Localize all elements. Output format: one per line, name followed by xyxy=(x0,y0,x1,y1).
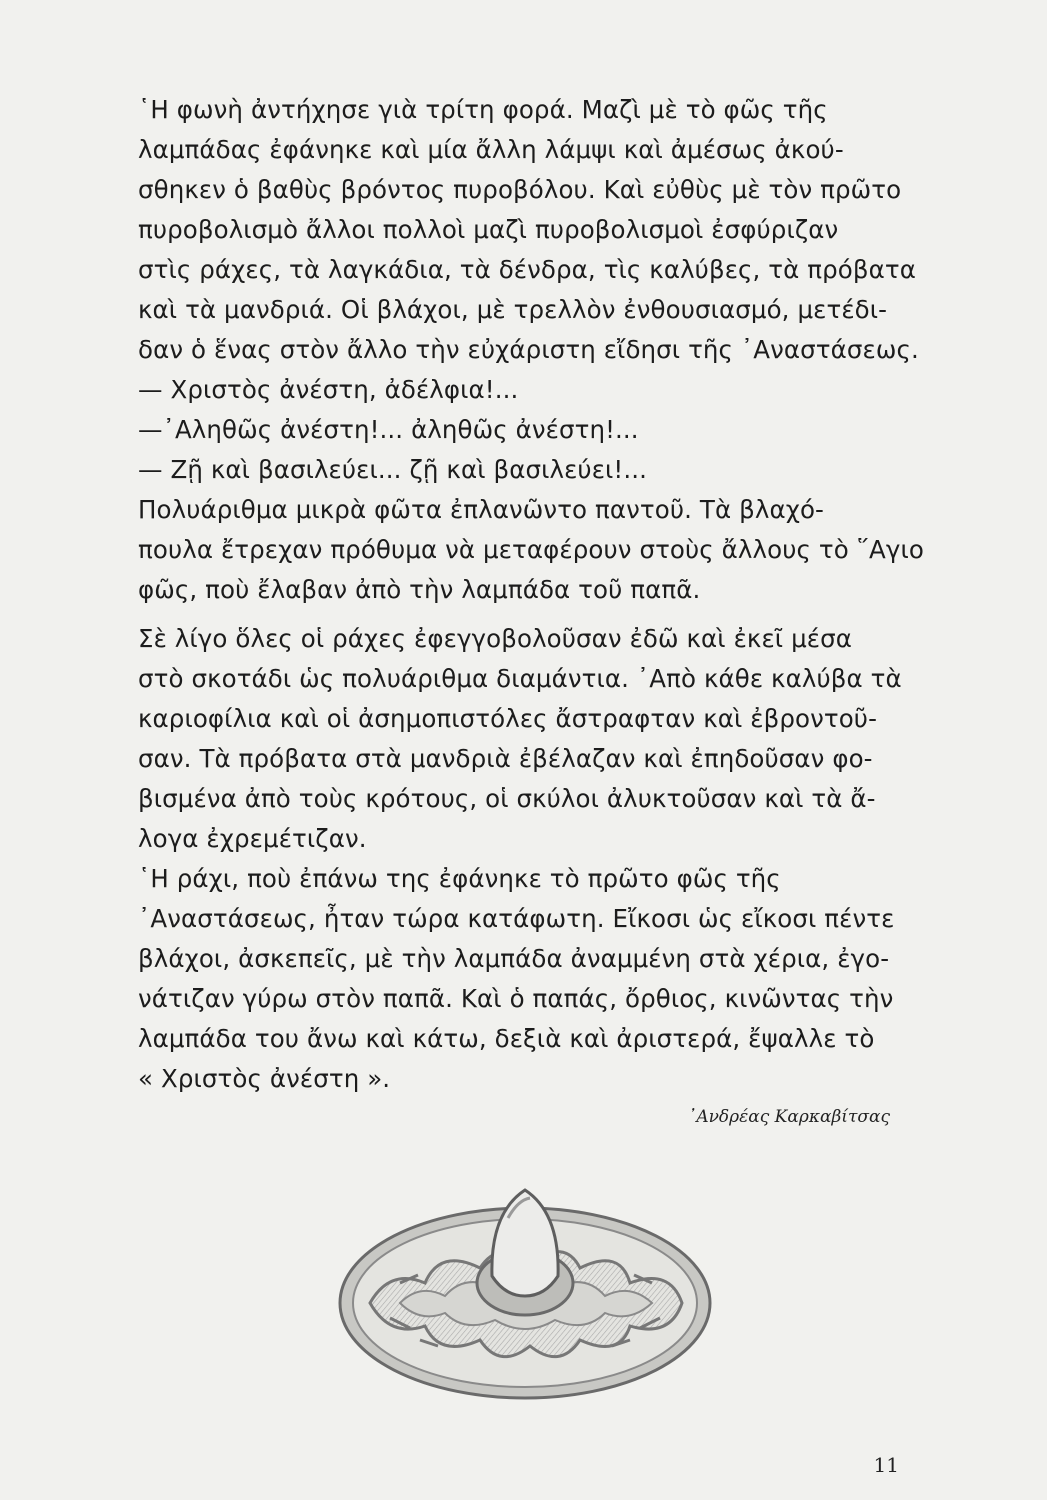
text-line: σθηκεν ὁ βαθὺς βρόντος πυροβόλου. Καὶ εὐθὺς μὲ τὸν πρῶτο xyxy=(138,175,902,204)
text-line: ῾Η ράχι, ποὺ ἐπάνω της ἐφάνηκε τὸ πρῶτο φῶς τῆς xyxy=(138,864,781,893)
page-number: 11 xyxy=(873,1453,899,1477)
dialogue-line: — Ζῇ καὶ βασιλεύει... ζῇ καὶ βασιλεύει!... xyxy=(138,455,648,484)
dialogue-line: — Χριστὸς ἀνέστη, ἀδέλφια!... xyxy=(138,375,519,404)
text-line: λαμπάδας ἐφάνηκε καὶ μία ἄλλη λάμψι καὶ ἀμέσως ἀκού- xyxy=(138,135,844,164)
easter-egg-ornament-icon xyxy=(330,1118,720,1408)
text-line: πυροβολισμὸ ἄλλοι πολλοὶ μαζὶ πυροβολισμοὶ ἐσφύριζαν xyxy=(138,215,839,244)
text-line: λογα ἐχρεμέτιζαν. xyxy=(138,824,367,853)
text-line: λαμπάδα του ἄνω καὶ κάτω, δεξιὰ καὶ ἀριστερά, ἔψαλλε τὸ xyxy=(138,1024,875,1053)
text-line: πουλα ἔτρεχαν πρόθυμα νὰ μεταφέρουν στοὺς ἄλλους τὸ ῞Αγιο xyxy=(138,535,924,564)
text-line: δαν ὁ ἕνας στὸν ἄλλο τὴν εὐχάριστη εἴδησι τῆς ᾿Αναστάσεως. xyxy=(138,335,919,364)
text-line: Σὲ λίγο ὅλες οἱ ράχες ἐφεγγοβολοῦσαν ἐδῶ καὶ ἐκεῖ μέσα xyxy=(138,624,852,653)
text-line: καὶ τὰ μανδριά. Οἱ βλάχοι, μὲ τρελλὸν ἐνθουσιασμό, μετέδι- xyxy=(138,295,888,324)
author-signature: ᾿Ανδρέας Καρκαβίτσας xyxy=(687,1107,890,1127)
text-line: νάτιζαν γύρω στὸν παπᾶ. Καὶ ὁ παπάς, ὄρθιος, κινῶντας τὴν xyxy=(138,984,894,1013)
text-line: στὸ σκοτάδι ὡς πολυάριθμα διαμάντια. ᾿Απὸ κάθε καλύβα τὰ xyxy=(138,664,902,693)
text-line: φῶς, ποὺ ἔλαβαν ἀπὸ τὴν λαμπάδα τοῦ παπᾶ. xyxy=(138,575,701,604)
text-line: ῾Η φωνὴ ἀντήχησε γιὰ τρίτη φορά. Μαζὶ μὲ τὸ φῶς τῆς xyxy=(138,95,828,124)
text-line: « Χριστὸς ἀνέστη ». xyxy=(138,1064,391,1093)
body-text xyxy=(138,90,924,1099)
dialogue-line: —᾿Αληθῶς ἀνέστη!... ἀληθῶς ἀνέστη!... xyxy=(138,415,639,444)
text-line: βισμένα ἀπὸ τοὺς κρότους, οἱ σκύλοι ἀλυκτοῦσαν καὶ τὰ ἄ- xyxy=(138,784,876,813)
text-line: ᾿Αναστάσεως, ἦταν τώρα κατάφωτη. Εἴκοσι ὡς εἴκοσι πέντε xyxy=(138,904,895,933)
text-line: στὶς ράχες, τὰ λαγκάδια, τὰ δένδρα, τὶς καλύβες, τὰ πρόβατα xyxy=(138,255,916,284)
text-line: βλάχοι, ἀσκεπεῖς, μὲ τὴν λαμπάδα ἀναμμένη στὰ χέρια, ἐγο- xyxy=(138,944,890,973)
text-line: σαν. Τὰ πρόβατα στὰ μανδριὰ ἐβέλαζαν καὶ ἐπηδοῦσαν φο- xyxy=(138,744,873,773)
text-line: καριοφίλια καὶ οἱ ἀσημοπιστόλες ἄστραφταν καὶ ἐβροντοῦ- xyxy=(138,704,878,733)
text-line: Πολυάριθμα μικρὰ φῶτα ἐπλανῶντο παντοῦ. Τὰ βλαχό- xyxy=(138,495,824,524)
